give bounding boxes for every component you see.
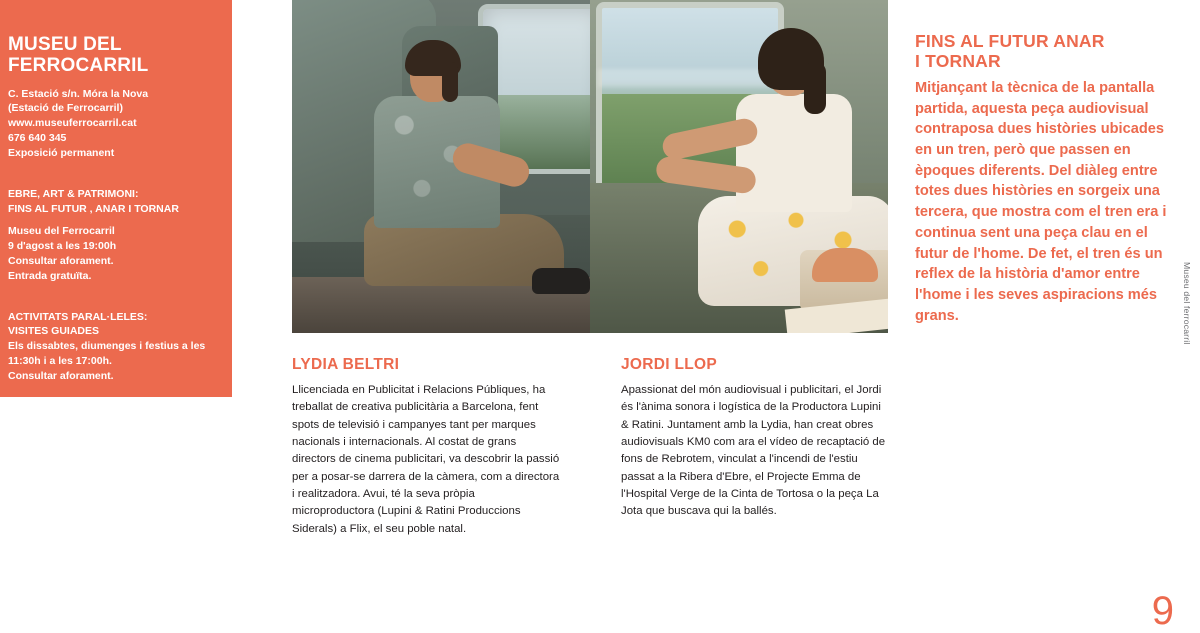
work-description-text: Mitjançant la tècnica de la pantalla partida, aquesta peça audiovisual contraposa dues històries ubicades en un tren, però que passen en èpoques diferents. Del diàleg entre totes dues històries en sorgeix una tercera, que mostra com el tren era i continua sent una peça clau en el futur de l'home. De fet, el tren és un reflex de la història d'amor entre l'home i les seves aspiracions més grans. [915,79,1167,324]
photo-left-man-hair-tail [442,62,458,102]
page-number: 9 [1151,589,1174,633]
activities-times: 11:30h i a les 17:00h. [8,355,112,368]
split-screen-photo [292,0,888,333]
photo-left-panel [292,0,590,333]
photo-right-woman-torso [736,94,852,212]
spacer [8,217,216,224]
work-title-line-1: FINS AL FUTUR ANAR [915,31,1105,51]
museum-title-line-2: FERROCARRIL [8,55,149,77]
bio-text-jordi: Apassionat del món audiovisual i publicitari, el Jordi és l'ànima sonora i logística de la Productora Lupini & Ratini. Juntament amb la Lydia, han creat obres audiovisuals KM0 com ara el vídeo de recaptació de fons de Rebrotem, vinculat a l'incendi de l'estiu passat a la Ribera d'Ebre, el Projecte Emma de l'Hospital Verge de la Cinta de Tortosa o la peça La Jota que buscava qui la ballés. [621,384,886,518]
parallel-activities-block [8,310,216,385]
bio-text-lydia: Llicenciada en Publicitat i Relacions Públiques, ha treballat de creativa publicitària a Barcelona, fent spots de televisió i campanyes tant per marques nacionals i internacionals. Al costat de grans directors de cinema publicitari, va descobrir la passió per a posar-se darrera de la càmera, com a directora i realitzadora. Avui, té la seva pròpia microproductora (Lupini & Ratini Produccions Siderals) a Flix, el seu poble natal. [292,384,560,535]
bio-heading-jordi: JORDI LLOP [621,356,718,373]
activities-capacity-note: Consultar aforament. [8,370,114,383]
museum-phone: 676 640 345 [8,132,67,145]
museum-title [8,34,216,77]
work-description-block [915,32,1167,327]
photo-left-man-shoe [532,268,590,294]
permanent-exhibition-note: Exposició permanent [8,147,115,160]
museum-address-block [8,87,216,162]
bio-heading-lydia: LYDIA BELTRI [292,356,400,373]
exhibition-venue: Museu del Ferrocarril [8,224,115,237]
photo-right-bag-flap [812,248,878,282]
exhibition-entry-note: Entrada gratuïta. [8,269,92,282]
address-street: C. Estació s/n. Móra la Nova [8,87,149,100]
exhibition-block [8,187,216,283]
activities-days: Els dissabtes, diumenges i festius a les [8,340,206,353]
exhibition-series: EBRE, ART & PATRIMONI: [8,188,139,201]
activities-heading: ACTIVITATS PARAL·LELES: [8,310,148,323]
work-title-line-2: I TORNAR [915,50,1001,71]
address-detail: (Estació de Ferrocarril) [8,102,123,115]
museum-title-line-1: MUSEU DEL [8,34,122,55]
photo-right-woman-hair-side [804,62,826,114]
exhibition-capacity-note: Consultar aforament. [8,254,114,267]
activities-subheading: VISITES GUIADES [8,325,100,338]
work-title [915,32,1167,72]
bio-column-jordi [621,356,889,521]
photo-right-panel [590,0,888,333]
exhibition-date: 9 d'agost a les 19:00h [8,239,117,252]
museum-website[interactable]: www.museuferrocarril.cat [8,117,137,130]
museum-info-sidebar [0,0,232,397]
vertical-side-label: Museu del ferrocarril [1182,262,1192,345]
exhibition-title: FINS AL FUTUR , ANAR I TORNAR [8,202,179,215]
bio-column-lydia [292,356,560,538]
